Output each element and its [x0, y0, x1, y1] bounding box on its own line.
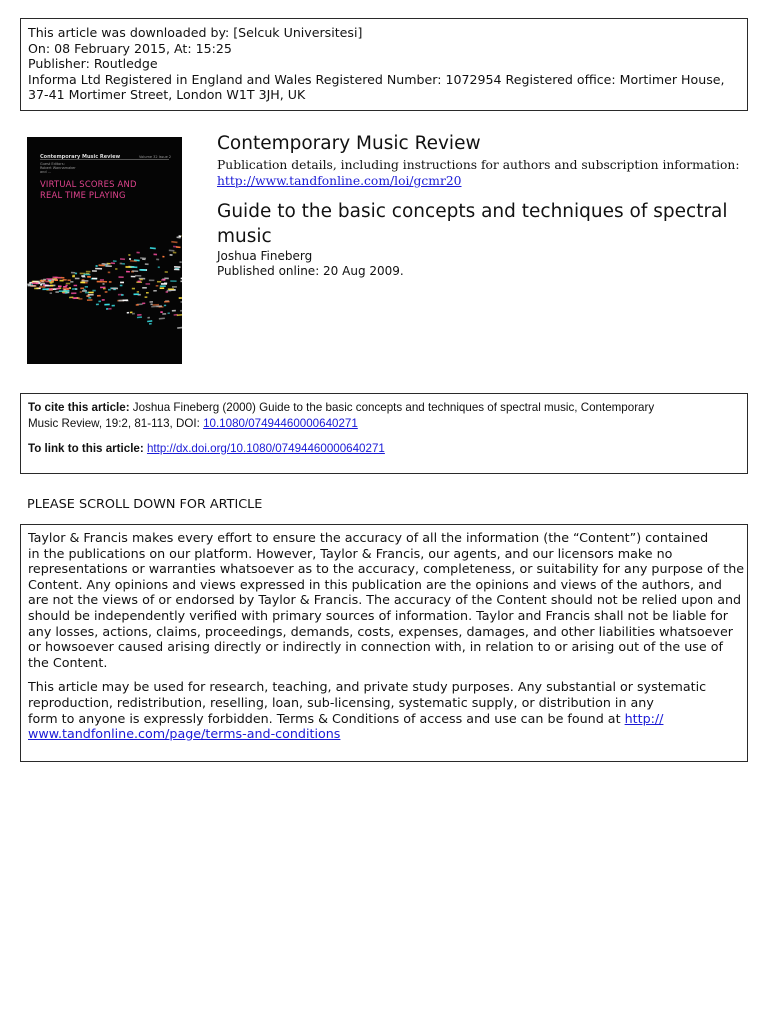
- cover-streak: [49, 289, 53, 291]
- cover-streak: [72, 276, 75, 278]
- registration-line: Informa Ltd Registered in England and Wales Registered Number: 1072954 Registered office: Mortimer House,: [28, 71, 725, 87]
- article-author: Joshua Fineberg: [217, 249, 313, 263]
- cover-streak: [139, 269, 146, 271]
- cover-title: VIRTUAL SCORES AND REAL TIME PLAYING: [40, 179, 137, 200]
- cover-streak: [120, 263, 122, 265]
- cover-streak: [137, 316, 142, 318]
- cover-streak: [102, 299, 105, 301]
- disclaimer-line: or howsoever caused arising directly or indirectly in connection with, in relation to or arising out of the use of: [28, 639, 723, 655]
- cover-streak: [168, 288, 174, 290]
- cover-streak: [61, 277, 64, 279]
- cover-streak: [126, 271, 130, 273]
- doi-link[interactable]: 10.1080/07494460000640271: [203, 416, 358, 430]
- cover-streak: [165, 271, 168, 273]
- cover-streak: [164, 301, 170, 303]
- cover-streak: [87, 299, 93, 301]
- cover-streak: [106, 308, 108, 310]
- cover-streak: [105, 291, 108, 293]
- cite-line-1: [28, 400, 747, 416]
- cover-streak: [100, 287, 105, 289]
- cover-streak: [58, 285, 62, 287]
- cover-streak: [81, 275, 85, 277]
- disclaimer-line: are not the views of or endorsed by Taylor & Francis. The accuracy of the Content should not be relied upon and: [28, 592, 742, 608]
- cover-streak: [108, 308, 111, 310]
- cover-streak: [132, 288, 135, 290]
- cover-issue: Volume 32 Issue 2: [139, 155, 172, 159]
- cover-streak: [42, 288, 49, 290]
- cover-streak: [146, 292, 149, 294]
- cover-streak: [145, 283, 150, 285]
- cover-streak: [120, 282, 124, 284]
- cover-streak: [180, 281, 182, 283]
- cover-streak: [85, 292, 89, 294]
- usage-line: [28, 711, 747, 727]
- download-date-line: On: 08 February 2015, At: 15:25: [28, 40, 232, 56]
- cover-streak: [181, 301, 183, 303]
- cover-streak: [131, 276, 136, 278]
- cover-streak: [96, 304, 99, 306]
- cover-streak: [160, 285, 166, 287]
- disclaimer-line: the Content.: [28, 654, 108, 670]
- cover-streak: [39, 286, 45, 288]
- cover-streak: [145, 263, 149, 265]
- disclaimer-box: [20, 524, 748, 762]
- cover-streak: [102, 263, 105, 265]
- cover-streak: [55, 279, 58, 281]
- cover-streak: [153, 254, 157, 256]
- cover-streak: [80, 282, 85, 284]
- journal-title: Contemporary Music Review: [217, 133, 481, 154]
- cite-text-continued: Music Review, 19:2, 81-113, DOI:: [28, 416, 204, 430]
- cover-streak: [92, 290, 95, 292]
- cover-streak: [147, 320, 152, 322]
- cover-streak: [160, 287, 165, 289]
- cover-streak: [74, 285, 78, 287]
- cover-streak: [81, 280, 88, 282]
- cover-streak: [156, 259, 159, 261]
- cover-streak: [59, 290, 64, 292]
- article-title: Guide to the basic concepts and techniques of spectral music: [217, 201, 728, 247]
- cover-streak: [71, 292, 76, 294]
- published-online-date: Published online: 20 Aug 2009.: [217, 264, 404, 278]
- cover-streak: [145, 296, 148, 298]
- cover-streak: [150, 301, 153, 303]
- cover-streak: [158, 266, 160, 268]
- cover-streak: [63, 286, 67, 288]
- cover-streak: [170, 254, 173, 256]
- cover-streak: [120, 258, 125, 260]
- cover-streak: [120, 285, 123, 287]
- cover-streak: [132, 270, 138, 272]
- usage-paragraph: [28, 679, 747, 741]
- cite-line-2: [28, 416, 747, 432]
- cover-streak: [72, 288, 77, 290]
- cover-streak: [164, 305, 166, 307]
- cover-streak: [129, 258, 131, 260]
- cover-streak: [170, 280, 176, 282]
- cover-streak: [162, 256, 164, 258]
- cover-streak: [174, 266, 180, 268]
- cover-streak: [159, 317, 165, 319]
- download-line: This article was downloaded by: [Selcuk Universitesi]: [28, 25, 363, 40]
- cover-streak: [171, 241, 177, 243]
- cover-streak: [28, 285, 32, 287]
- download-notice-box: [20, 18, 748, 111]
- cover-streak: [33, 281, 40, 283]
- cover-streak: [85, 286, 88, 288]
- cover-streak: [172, 310, 176, 312]
- cover-streak: [127, 312, 130, 314]
- cite-label: To cite this article:: [28, 401, 130, 414]
- cover-streak: [50, 292, 52, 294]
- cover-streak: [71, 272, 75, 274]
- link-line: [28, 441, 747, 457]
- cover-streak: [66, 288, 69, 290]
- cover-streak: [111, 288, 118, 290]
- journal-url-link[interactable]: http://www.tandfonline.com/loi/gcmr20: [217, 174, 462, 188]
- cover-streak: [172, 286, 177, 288]
- cover-streak: [40, 284, 42, 286]
- cover-streak: [65, 292, 68, 294]
- cover-streak: [40, 280, 46, 282]
- cover-streak: [92, 270, 97, 272]
- cover-streak: [142, 302, 145, 304]
- cover-streak: [79, 298, 83, 300]
- cover-streak: [104, 304, 109, 306]
- cover-streak: [80, 291, 82, 293]
- cover-streak: [95, 268, 102, 270]
- address-line: 37-41 Mortimer Street, London W1T 3JH, UK: [28, 87, 306, 103]
- terms-link[interactable]: http://: [624, 710, 664, 726]
- cover-streak: [92, 278, 97, 280]
- cover-streak: [180, 310, 182, 312]
- cover-streak: [102, 283, 104, 285]
- cover-streak: [147, 317, 150, 319]
- cover-streak: [161, 283, 167, 285]
- cover-streak: [132, 313, 135, 315]
- cover-streak: [153, 290, 157, 292]
- cover-streak: [162, 313, 166, 315]
- journal-cover-image: [27, 137, 182, 364]
- cover-streak: [160, 311, 163, 313]
- cover-streak: [69, 297, 73, 299]
- cover-streak: [75, 273, 77, 275]
- cover-streak: [123, 299, 128, 301]
- cover-streak: [113, 260, 117, 262]
- cover-journal-name: Contemporary Music Review: [40, 154, 121, 160]
- cover-streak: [83, 289, 85, 291]
- cover-streak: [150, 247, 156, 249]
- terms-link-continued[interactable]: www.tandfonline.com/page/terms-and-conditions: [28, 726, 341, 742]
- cover-streak: [88, 297, 91, 299]
- cover-streak: [59, 280, 63, 282]
- cite-text: Joshua Fineberg (2000) Guide to the basic concepts and techniques of spectral music, Contemporary: [129, 401, 655, 414]
- cover-streak: [83, 274, 90, 276]
- cover-streak: [121, 294, 124, 296]
- cover-streak: [174, 269, 180, 271]
- cover-streak: [181, 278, 182, 280]
- cover-streak: [65, 285, 67, 287]
- cover-streak: [55, 277, 61, 279]
- cover-streak: [169, 250, 175, 252]
- cover-streak: [179, 297, 182, 299]
- cover-streak: [70, 281, 73, 283]
- cover-streak: [137, 291, 139, 293]
- scroll-down-notice: PLEASE SCROLL DOWN FOR ARTICLE: [27, 497, 263, 512]
- cover-streak: [86, 271, 91, 273]
- cover-streak: [97, 295, 101, 297]
- cover-streak: [56, 288, 59, 290]
- cover-streak: [161, 279, 165, 281]
- cover-streak: [45, 285, 50, 287]
- cover-streak: [108, 272, 111, 274]
- disclaimer-line: in the publications on our platform. However, Taylor & Francis, our agents, and our licensors make no: [28, 545, 673, 561]
- disclaimer-line: Content. Any opinions and views expressed in this publication are the opinions and views of the authors, and: [28, 576, 722, 592]
- cover-streak: [34, 288, 39, 290]
- cover-streak: [167, 290, 172, 292]
- link-label: To link to this article:: [28, 442, 147, 455]
- cover-streak: [50, 285, 53, 287]
- disclaimer-line: should be independently verified with primary sources of information. Taylor and Francis shall not be liable for: [28, 607, 728, 623]
- cover-streak: [115, 268, 117, 270]
- cover-streak: [137, 281, 140, 283]
- article-doi-url-link[interactable]: http://dx.doi.org/10.1080/07494460000640271: [146, 442, 385, 455]
- disclaimer-line: any losses, actions, claims, proceedings, demands, costs, expenses, damages, and other liabilities whatsoever: [28, 623, 733, 639]
- cover-streak: [173, 252, 177, 254]
- cover-streak: [177, 327, 182, 329]
- cover-streak: [122, 263, 125, 265]
- cover-streak: [176, 246, 181, 248]
- cover-streak: [149, 323, 152, 325]
- cover-streak: [64, 290, 69, 292]
- cover-streak: [151, 306, 157, 308]
- publication-details: Publication details, including instructions for authors and subscription information:: [217, 158, 740, 172]
- cover-streak: [32, 283, 39, 285]
- cover-streak: [157, 281, 161, 283]
- cover-streak: [118, 276, 123, 278]
- cover-streak: [87, 276, 91, 278]
- disclaimer-paragraph: [28, 530, 747, 670]
- usage-line: This article may be used for research, teaching, and private study purposes. Any substantial or systematic: [28, 679, 707, 695]
- cover-streak: [109, 281, 112, 283]
- cover-streak: [67, 279, 70, 281]
- cover-streak: [32, 285, 36, 287]
- cover-streak: [179, 261, 181, 263]
- cover-streak: [75, 278, 80, 280]
- cover-streak: [140, 279, 143, 281]
- cover-streak: [86, 295, 89, 297]
- cover-streak: [135, 275, 141, 277]
- cover-streak: [150, 303, 152, 305]
- cover-streak: [149, 280, 155, 282]
- cover-streak: [137, 314, 142, 316]
- cover-streak: [49, 280, 52, 282]
- cover-streak: [134, 293, 139, 295]
- citation-box: [20, 393, 748, 474]
- cover-streak: [100, 279, 104, 281]
- cover-editors: Guest Editors: Robert Wannamaker and ...: [40, 162, 76, 175]
- cover-streak: [97, 281, 103, 283]
- cover-streak: [156, 285, 159, 287]
- disclaimer-line: representations or warranties whatsoever as to the accuracy, completeness, or suitability for any purpose of the: [28, 561, 745, 577]
- publisher-line: Publisher: Routledge: [28, 56, 158, 72]
- cover-streak: [168, 312, 170, 314]
- usage-line: reproduction, redistribution, reselling, loan, sub-licensing, systematic supply, or distribution in any: [28, 694, 654, 710]
- cover-streak: [140, 257, 146, 259]
- usage-line: [28, 726, 747, 742]
- cover-streak: [103, 281, 107, 283]
- cover-streak: [66, 283, 71, 285]
- cover-streak: [136, 304, 139, 306]
- usage-line-text: form to anyone is expressly forbidden. Terms & Conditions of access and use can be found at: [28, 710, 625, 726]
- cover-streak: [142, 287, 147, 289]
- cover-streak: [46, 278, 52, 280]
- cover-streak: [128, 254, 130, 256]
- cover-streak: [136, 252, 139, 254]
- cover-streak: [108, 289, 111, 291]
- cover-streak: [96, 265, 98, 267]
- cover-streak: [157, 305, 162, 307]
- cover-streak: [112, 305, 115, 307]
- disclaimer-line: Taylor & Francis makes every effort to ensure the accuracy of all the information (the “Content”) contained: [28, 530, 709, 545]
- cover-streak: [152, 304, 159, 306]
- cover-streak: [98, 300, 101, 302]
- cover-streak: [55, 291, 59, 293]
- cover-streak: [111, 262, 115, 264]
